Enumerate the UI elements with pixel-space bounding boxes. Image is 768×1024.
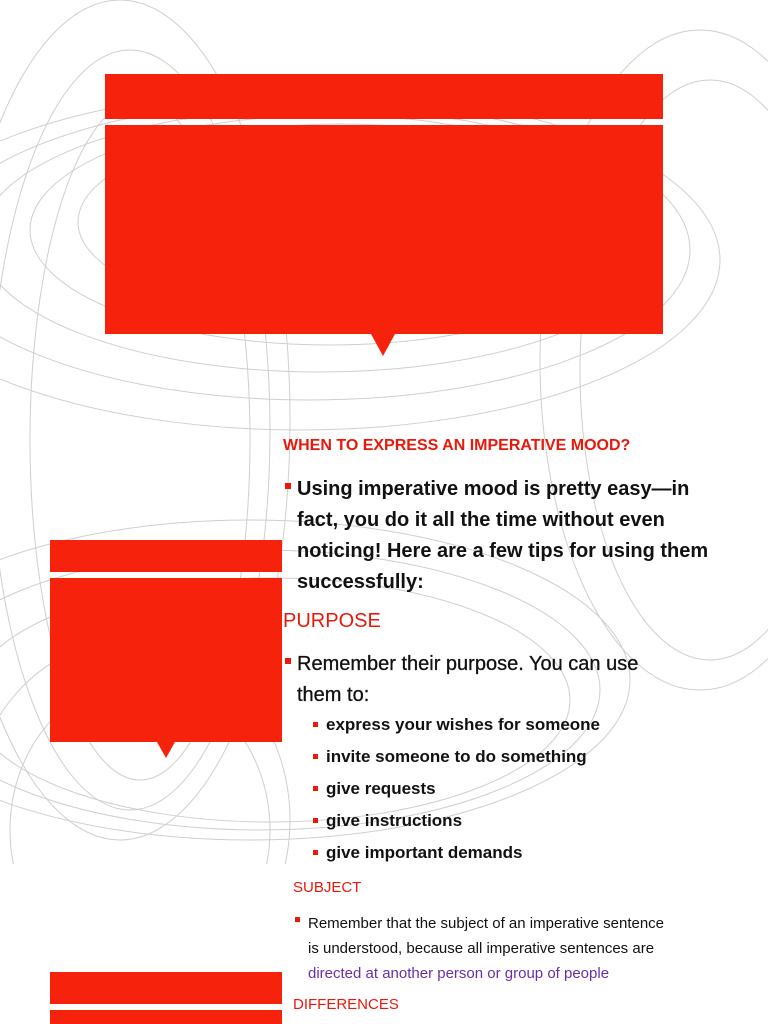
purpose-item: give instructions xyxy=(313,811,753,843)
side-banner-pointer-icon xyxy=(157,742,175,758)
purpose-item: give requests xyxy=(313,779,753,811)
title-banner-body xyxy=(105,125,663,334)
intro-line: noticing! Here are a few tips for using them xyxy=(297,540,709,562)
bullet-square-icon xyxy=(295,917,300,922)
side-banner-body-2 xyxy=(50,1010,282,1024)
bullet-square-icon xyxy=(313,722,318,727)
purpose-sublist xyxy=(313,715,753,864)
intro-line: fact, you do it all the time without even xyxy=(297,509,665,531)
subject-line: is understood, because all imperative sentences are xyxy=(308,940,655,957)
intro-bullet xyxy=(285,474,765,598)
bullet-square-icon xyxy=(313,754,318,759)
subject-bullet xyxy=(295,911,765,986)
intro-line: successfully: xyxy=(297,571,424,593)
subject-line: Remember that the subject of an imperative sentence xyxy=(308,915,665,932)
slide-3 xyxy=(0,864,768,1024)
bullet-square-icon xyxy=(285,483,291,489)
bullet-square-icon xyxy=(313,818,318,823)
purpose-bullet xyxy=(285,649,765,711)
subject-highlight-line: directed at another person or group of people xyxy=(308,965,610,982)
side-banner-bar-2 xyxy=(50,972,282,1004)
purpose-line: them to: xyxy=(297,684,370,706)
purpose-heading: PURPOSE xyxy=(283,610,381,632)
bullet-square-icon xyxy=(285,658,291,664)
differences-heading: DIFFERENCES xyxy=(293,996,399,1013)
purpose-item: express your wishes for someone xyxy=(313,715,753,747)
side-banner-bar xyxy=(50,540,282,572)
subject-heading: SUBJECT xyxy=(293,879,362,896)
bullet-square-icon xyxy=(313,786,318,791)
question-heading: WHEN TO EXPRESS AN IMPERATIVE MOOD? xyxy=(283,437,631,454)
slide-2 xyxy=(0,432,768,864)
side-banner-body xyxy=(50,578,282,742)
banner-pointer-icon xyxy=(371,334,395,356)
bullet-square-icon xyxy=(313,850,318,855)
purpose-item: give important demands xyxy=(313,843,753,864)
title-banner-bar xyxy=(105,74,663,119)
purpose-line: Remember their purpose. You can use xyxy=(297,653,639,675)
purpose-item: invite someone to do something xyxy=(313,747,753,779)
slide-1 xyxy=(0,0,768,432)
intro-line: Using imperative mood is pretty easy—in xyxy=(297,478,690,500)
